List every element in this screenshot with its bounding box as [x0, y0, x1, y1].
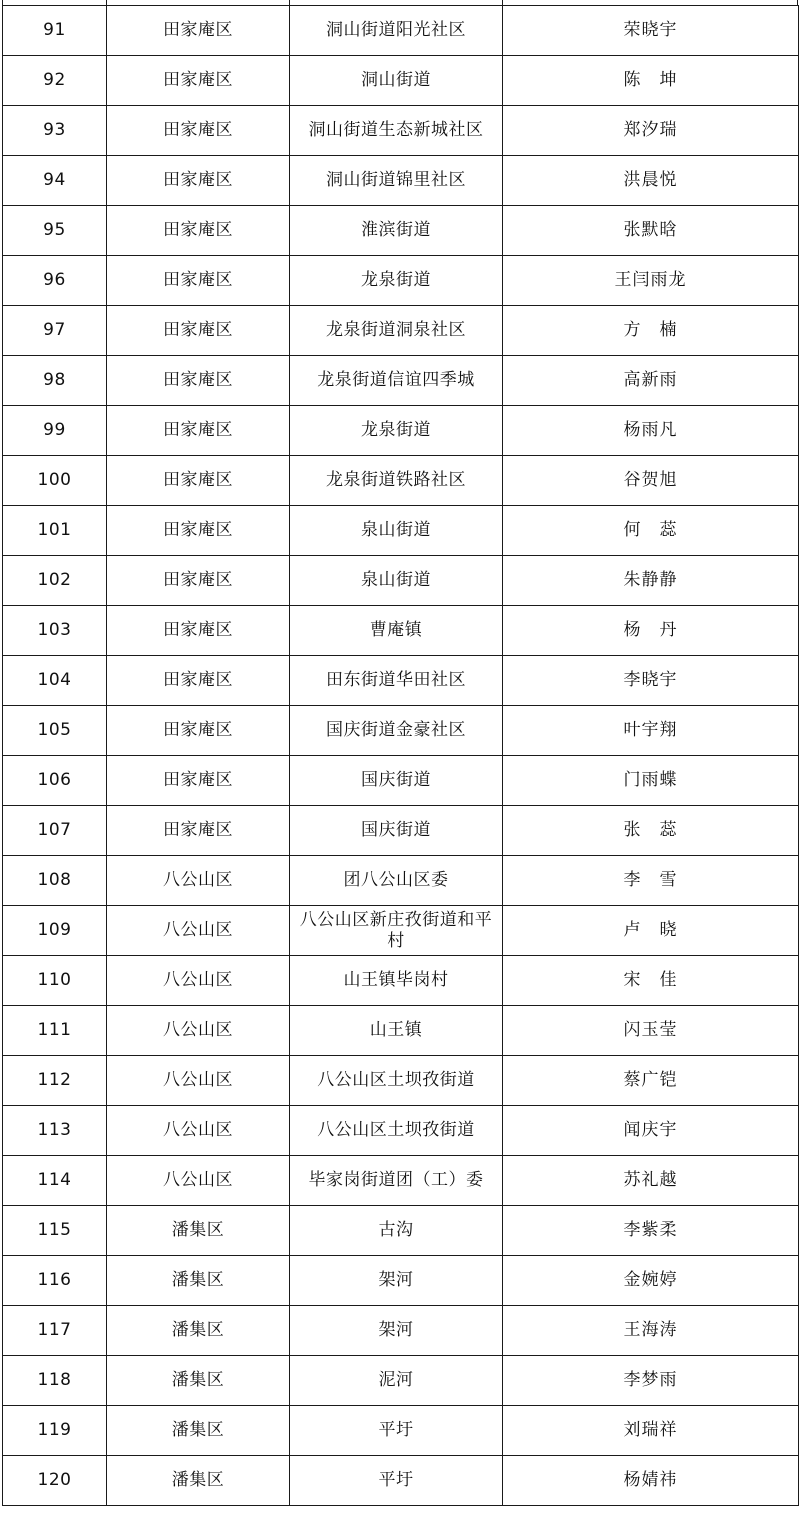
district-cell: 田家庵区: [107, 406, 290, 456]
table-body: [3, 6, 799, 1506]
table-row: [3, 206, 799, 256]
district-cell: 八公山区: [107, 1056, 290, 1106]
unit-cell: 洞山街道生态新城社区: [290, 106, 503, 156]
table-row: [3, 1406, 799, 1456]
person-name-cell: 朱静静: [503, 556, 799, 606]
person-name-cell: 杨雨凡: [503, 406, 799, 456]
district-cell: 潘集区: [107, 1456, 290, 1506]
table-row: [3, 556, 799, 606]
table-row: [3, 656, 799, 706]
person-name-cell: 荣晓宇: [503, 6, 799, 56]
district-cell: 田家庵区: [107, 756, 290, 806]
district-cell: 八公山区: [107, 1156, 290, 1206]
unit-cell: 洞山街道阳光社区: [290, 6, 503, 56]
district-cell: 田家庵区: [107, 506, 290, 556]
table-row: [3, 456, 799, 506]
row-number-cell: 113: [3, 1106, 107, 1156]
unit-cell: 龙泉街道洞泉社区: [290, 306, 503, 356]
table-row: [3, 1056, 799, 1106]
table-row: [3, 256, 799, 306]
district-cell: 潘集区: [107, 1256, 290, 1306]
row-number-cell: 106: [3, 756, 107, 806]
unit-cell: 架河: [290, 1306, 503, 1356]
table-row: [3, 1006, 799, 1056]
row-number-cell: 98: [3, 356, 107, 406]
unit-cell: 国庆街道: [290, 756, 503, 806]
unit-cell: 八公山区土坝孜街道: [290, 1056, 503, 1106]
table-row: [3, 856, 799, 906]
person-name-cell: 李紫柔: [503, 1206, 799, 1256]
district-cell: 田家庵区: [107, 106, 290, 156]
unit-cell: 龙泉街道信谊四季城: [290, 356, 503, 406]
table-row: [3, 1306, 799, 1356]
person-name-cell: 杨 丹: [503, 606, 799, 656]
row-number-cell: 100: [3, 456, 107, 506]
unit-cell: 山王镇毕岗村: [290, 956, 503, 1006]
person-name-cell: 王闫雨龙: [503, 256, 799, 306]
row-number-cell: 91: [3, 6, 107, 56]
unit-cell: 古沟: [290, 1206, 503, 1256]
table-row: [3, 756, 799, 806]
row-number-cell: 112: [3, 1056, 107, 1106]
unit-cell: 八公山区新庄孜街道和平村: [290, 906, 503, 956]
person-name-cell: 门雨蝶: [503, 756, 799, 806]
person-name-cell: 宋 佳: [503, 956, 799, 1006]
district-cell: 田家庵区: [107, 6, 290, 56]
district-cell: 田家庵区: [107, 556, 290, 606]
table-row: [3, 106, 799, 156]
table-row: [3, 406, 799, 456]
row-number-cell: 94: [3, 156, 107, 206]
row-number-cell: 111: [3, 1006, 107, 1056]
unit-cell: 八公山区土坝孜街道: [290, 1106, 503, 1156]
district-cell: 田家庵区: [107, 56, 290, 106]
row-number-cell: 95: [3, 206, 107, 256]
table-row: [3, 806, 799, 856]
person-name-cell: 李 雪: [503, 856, 799, 906]
district-cell: 潘集区: [107, 1206, 290, 1256]
person-name-cell: 陈 坤: [503, 56, 799, 106]
row-number-cell: 110: [3, 956, 107, 1006]
table-row: [3, 306, 799, 356]
unit-cell: 架河: [290, 1256, 503, 1306]
unit-cell: 团八公山区委: [290, 856, 503, 906]
table-row: [3, 606, 799, 656]
row-number-cell: 93: [3, 106, 107, 156]
table-row: [3, 1156, 799, 1206]
table-row: [3, 1456, 799, 1506]
person-name-cell: 苏礼越: [503, 1156, 799, 1206]
district-cell: 潘集区: [107, 1306, 290, 1356]
unit-cell: 淮滨街道: [290, 206, 503, 256]
district-cell: 田家庵区: [107, 456, 290, 506]
table-row: [3, 506, 799, 556]
table-row: [3, 1256, 799, 1306]
person-name-cell: 刘瑞祥: [503, 1406, 799, 1456]
row-number-cell: 104: [3, 656, 107, 706]
person-name-cell: 闪玉莹: [503, 1006, 799, 1056]
row-number-cell: 117: [3, 1306, 107, 1356]
district-cell: 田家庵区: [107, 256, 290, 306]
row-number-cell: 115: [3, 1206, 107, 1256]
table-row: [3, 906, 799, 956]
district-cell: 八公山区: [107, 1106, 290, 1156]
person-name-cell: 何 蕊: [503, 506, 799, 556]
row-number-cell: 105: [3, 706, 107, 756]
person-name-cell: 卢 晓: [503, 906, 799, 956]
district-cell: 田家庵区: [107, 706, 290, 756]
person-name-cell: 蔡广铠: [503, 1056, 799, 1106]
row-number-cell: 107: [3, 806, 107, 856]
row-number-cell: 119: [3, 1406, 107, 1456]
table-row: [3, 356, 799, 406]
person-name-cell: 谷贺旭: [503, 456, 799, 506]
person-name-cell: 李梦雨: [503, 1356, 799, 1406]
table-row: [3, 156, 799, 206]
unit-cell: 洞山街道: [290, 56, 503, 106]
district-cell: 八公山区: [107, 856, 290, 906]
district-cell: 田家庵区: [107, 606, 290, 656]
person-name-cell: 方 楠: [503, 306, 799, 356]
row-number-cell: 99: [3, 406, 107, 456]
district-cell: 田家庵区: [107, 806, 290, 856]
unit-cell: 泥河: [290, 1356, 503, 1406]
row-number-cell: 103: [3, 606, 107, 656]
district-cell: 八公山区: [107, 956, 290, 1006]
row-number-cell: 102: [3, 556, 107, 606]
person-name-cell: 杨婧祎: [503, 1456, 799, 1506]
table-row: [3, 56, 799, 106]
table-row: [3, 956, 799, 1006]
unit-cell: 龙泉街道: [290, 256, 503, 306]
row-number-cell: 96: [3, 256, 107, 306]
person-name-cell: 金婉婷: [503, 1256, 799, 1306]
unit-cell: 龙泉街道铁路社区: [290, 456, 503, 506]
row-number-cell: 108: [3, 856, 107, 906]
district-cell: 八公山区: [107, 1006, 290, 1056]
person-name-cell: 郑汐瑞: [503, 106, 799, 156]
district-cell: 潘集区: [107, 1406, 290, 1456]
unit-cell: 国庆街道: [290, 806, 503, 856]
unit-cell: 山王镇: [290, 1006, 503, 1056]
table-row: [3, 1206, 799, 1256]
person-name-cell: 叶宇翔: [503, 706, 799, 756]
row-number-cell: 118: [3, 1356, 107, 1406]
district-cell: 田家庵区: [107, 206, 290, 256]
person-name-cell: 闻庆宇: [503, 1106, 799, 1156]
unit-cell: 曹庵镇: [290, 606, 503, 656]
district-cell: 潘集区: [107, 1356, 290, 1406]
table-row: [3, 1356, 799, 1406]
unit-cell: 田东街道华田社区: [290, 656, 503, 706]
district-cell: 田家庵区: [107, 656, 290, 706]
table-row: [3, 6, 799, 56]
row-number-cell: 97: [3, 306, 107, 356]
district-cell: 田家庵区: [107, 156, 290, 206]
district-cell: 田家庵区: [107, 306, 290, 356]
person-name-cell: 洪晨悦: [503, 156, 799, 206]
row-number-cell: 109: [3, 906, 107, 956]
person-name-cell: 王海涛: [503, 1306, 799, 1356]
unit-cell: 国庆街道金豪社区: [290, 706, 503, 756]
person-name-cell: 李晓宇: [503, 656, 799, 706]
unit-cell: 泉山街道: [290, 556, 503, 606]
unit-cell: 平圩: [290, 1456, 503, 1506]
row-number-cell: 101: [3, 506, 107, 556]
row-number-cell: 92: [3, 56, 107, 106]
volunteer-list-table: [2, 5, 799, 1506]
table-row: [3, 1106, 799, 1156]
unit-cell: 泉山街道: [290, 506, 503, 556]
row-number-cell: 114: [3, 1156, 107, 1206]
person-name-cell: 高新雨: [503, 356, 799, 406]
table-row: [3, 706, 799, 756]
district-cell: 八公山区: [107, 906, 290, 956]
unit-cell: 毕家岗街道团（工）委: [290, 1156, 503, 1206]
unit-cell: 平圩: [290, 1406, 503, 1456]
unit-cell: 洞山街道锦里社区: [290, 156, 503, 206]
person-name-cell: 张 蕊: [503, 806, 799, 856]
district-cell: 田家庵区: [107, 356, 290, 406]
person-name-cell: 张默晗: [503, 206, 799, 256]
row-number-cell: 116: [3, 1256, 107, 1306]
unit-cell: 龙泉街道: [290, 406, 503, 456]
row-number-cell: 120: [3, 1456, 107, 1506]
